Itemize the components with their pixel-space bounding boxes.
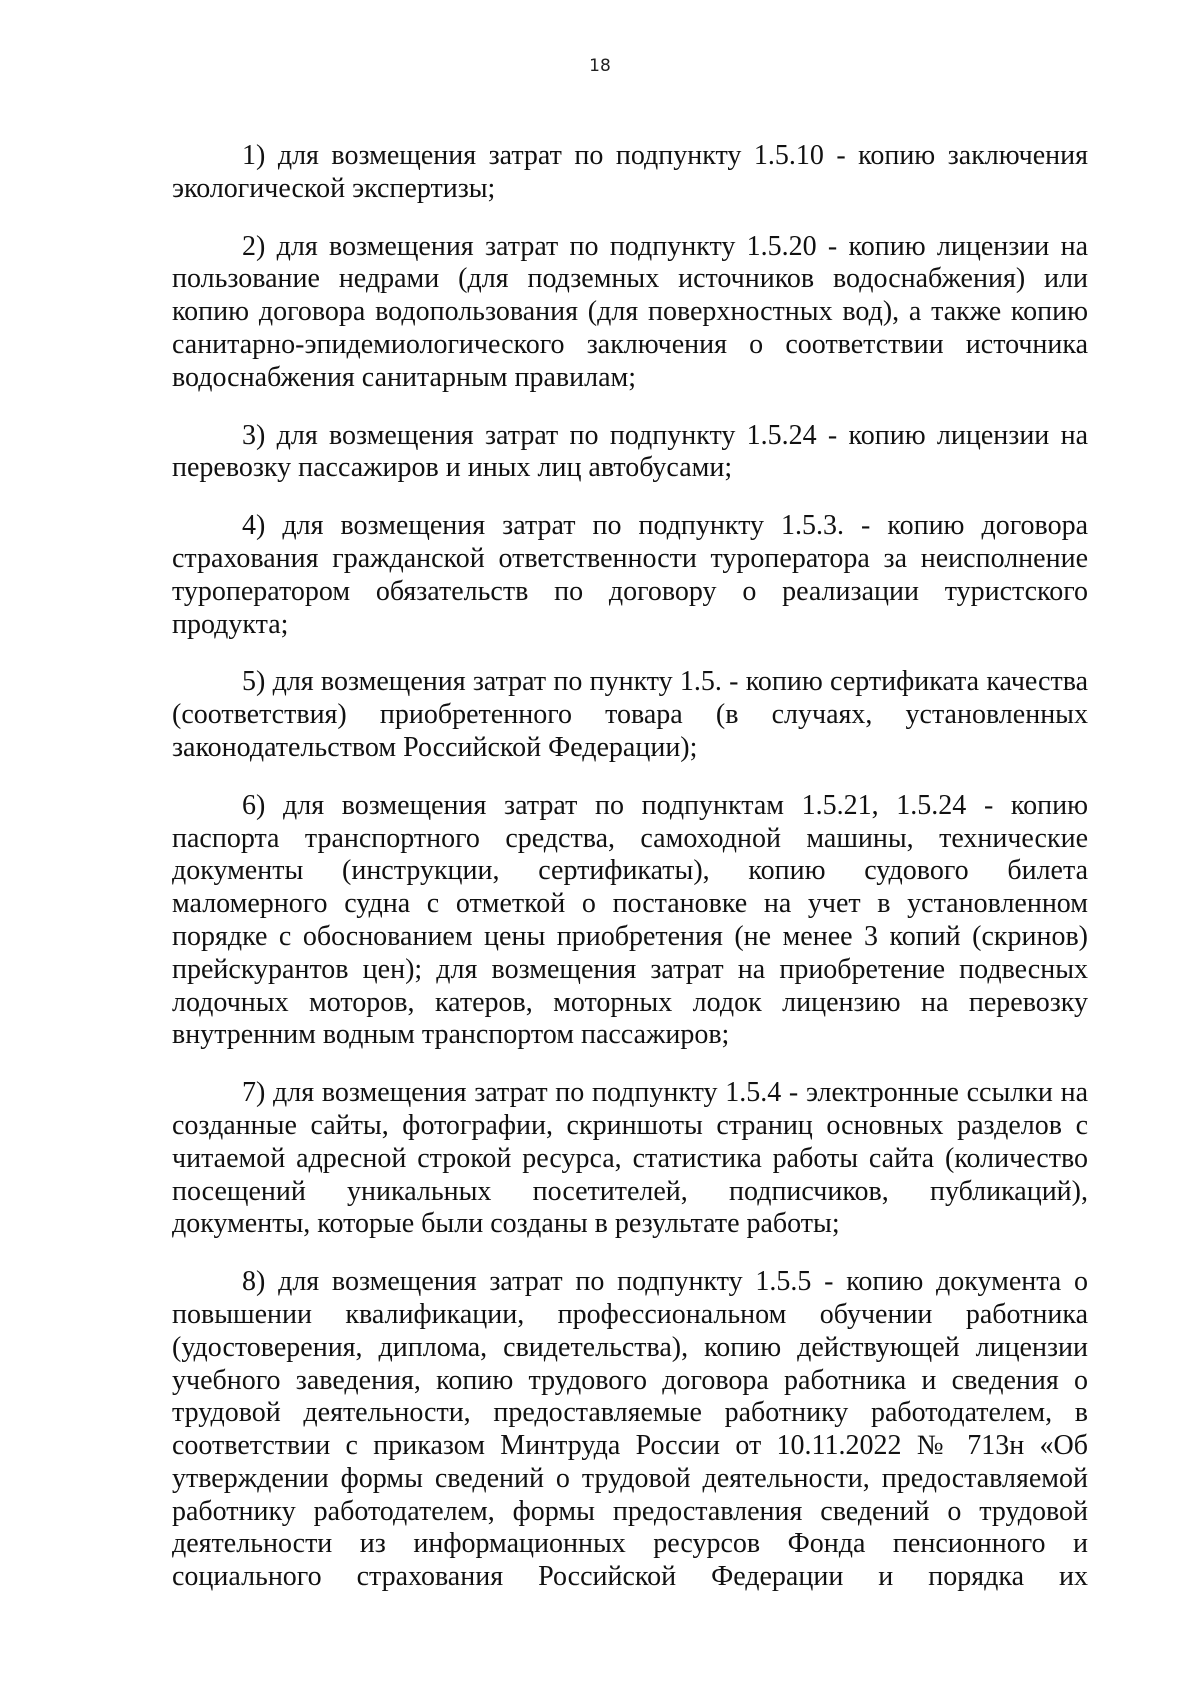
paragraph-item-2: 2) для возмещения затрат по подпункту 1.5.20 - копию лицензии на пользование недрами (для подземных источников водоснабжения) или копию договора водопользования (для поверхностных вод), а также копию санитарно-эпидемиологического заключения о соответствии источника водоснабжения санитарным правилам; [172,230,1088,393]
paragraph-item-6: 6) для возмещения затрат по подпунктам 1.5.21, 1.5.24 - копию паспорта транспортного средства, самоходной машины, технические документы (инструкции, сертификаты), копию судового билета маломерного судна с отметкой о постановке на учет в установленном порядке с обоснованием цены приобретения (не менее 3 копий (скринов) прейскурантов цен); для возмещения затрат на приобретение подвесных лодочных моторов, катеров, моторных лодок лицензию на перевозку внутренним водным транспортом пассажиров; [172,789,1088,1051]
paragraph-item-7: 7) для возмещения затрат по подпункту 1.5.4 - электронные ссылки на созданные сайты, фотографии, скриншоты страниц основных разделов с читаемой адресной строкой ресурса, статистика работы сайта (количество посещений уникальных посетителей, подписчиков, публикаций), документы, которые были созданы в результате работы; [172,1077,1088,1240]
paragraph-item-1: 1) для возмещения затрат по подпункту 1.5.10 - копию заключения экологической экспертизы; [172,140,1088,204]
document-body [172,140,1088,1594]
page-number: 18 [589,56,611,76]
paragraph-item-5: 5) для возмещения затрат по пункту 1.5. - копию сертификата качества (соответствия) приобретенного товара (в случаях, установленных законодательством Российской Федерации); [172,666,1088,763]
paragraph-item-8: 8) для возмещения затрат по подпункту 1.5.5 - копию документа о повышении квалификации, профессиональном обучении работника (удостоверения, диплома, свидетельства), копию действующей лицензии учебного заведения, копию трудового договора работника и сведения о трудовой деятельности, предоставляемые работнику работодателем, в соответствии с приказом Минтруда России от 10.11.2022 № 713н «Об утверждении формы сведений о трудовой деятельности, предоставляемой работнику работодателем, формы предоставления сведений о трудовой деятельности из информационных ресурсов Фонда пенсионного и социального страхования Российской Федерации и порядка их [172,1266,1088,1593]
paragraph-item-4: 4) для возмещения затрат по подпункту 1.5.3. - копию договора страхования гражданской ответственности туроператора за неисполнение туроператором обязательств по договору о реализации туристского продукта; [172,510,1088,640]
paragraph-item-3: 3) для возмещения затрат по подпункту 1.5.24 - копию лицензии на перевозку пассажиров и иных лиц автобусами; [172,419,1088,484]
